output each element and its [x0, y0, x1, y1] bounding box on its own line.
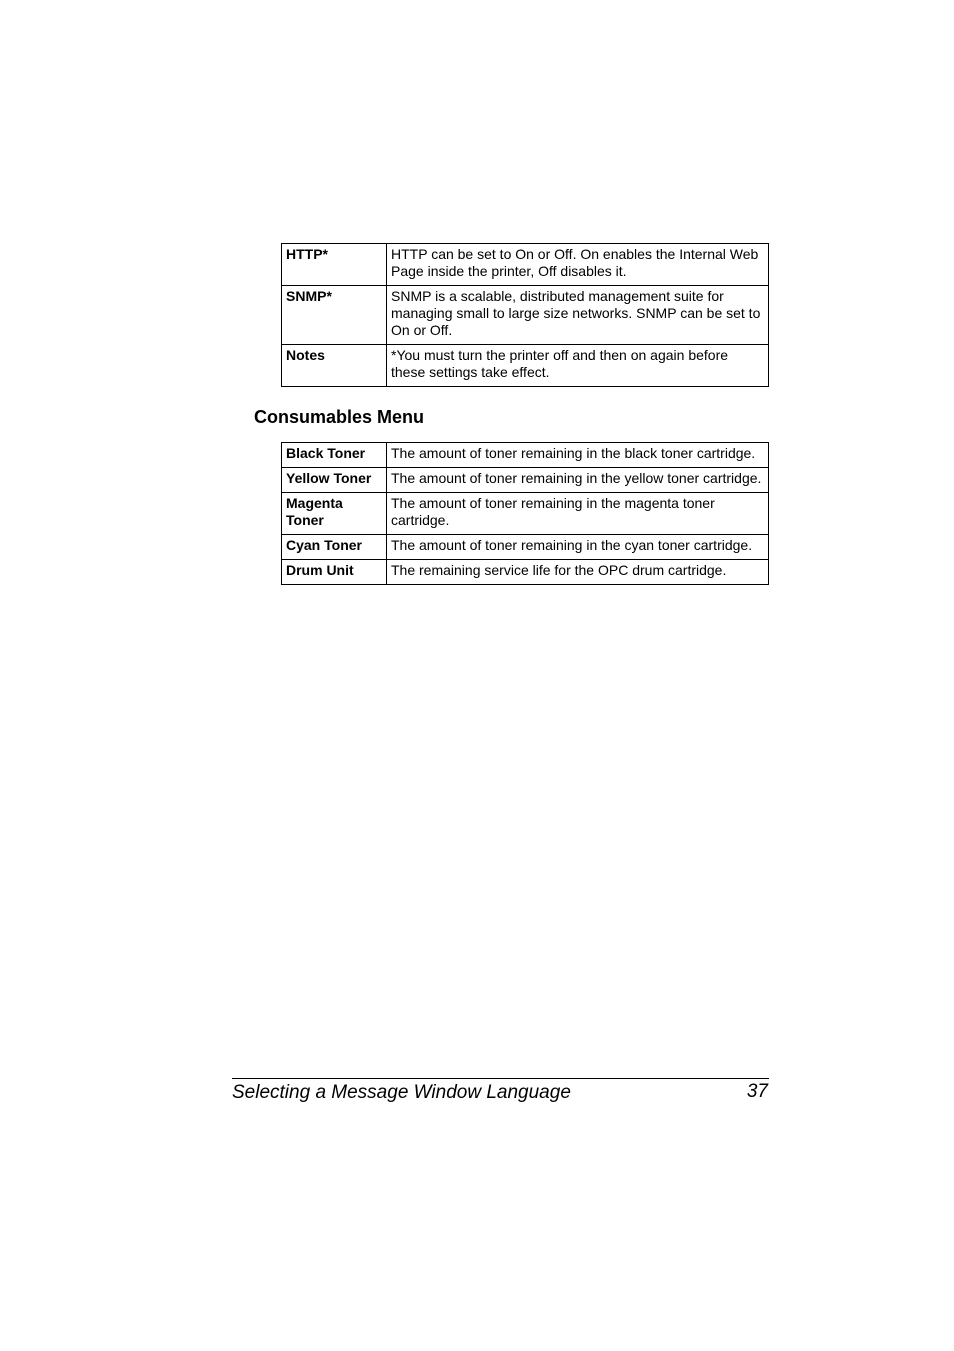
footer-chapter-title: Selecting a Message Window Language	[232, 1082, 571, 1103]
setting-label-snmp: SNMP*	[282, 286, 387, 345]
table-row	[282, 535, 769, 560]
item-description-cyan-toner: The amount of toner remaining in the cyan toner cartridge.	[387, 535, 769, 560]
table-row	[282, 286, 769, 345]
table-row	[282, 560, 769, 585]
item-description-magenta-toner: The amount of toner remaining in the magenta toner cartridge.	[387, 493, 769, 535]
footer-divider	[232, 1078, 769, 1079]
item-label-black-toner: Black Toner	[282, 443, 387, 468]
table-row	[282, 493, 769, 535]
item-description-drum-unit: The remaining service life for the OPC drum cartridge.	[387, 560, 769, 585]
section-heading-consumables: Consumables Menu	[254, 407, 425, 427]
setting-description-snmp: SNMP is a scalable, distributed management suite for managing small to large size networks. SNMP can be set to On or Off.	[387, 286, 769, 345]
item-label-magenta-toner: Magenta Toner	[282, 493, 387, 535]
network-settings-table	[281, 243, 769, 387]
setting-description-http: HTTP can be set to On or Off. On enables the Internal Web Page inside the printer, Off disables it.	[387, 244, 769, 286]
setting-label-http: HTTP*	[282, 244, 387, 286]
table-row	[282, 345, 769, 387]
table-row	[282, 443, 769, 468]
item-label-drum-unit: Drum Unit	[282, 560, 387, 585]
footer-page-number: 37	[746, 1081, 768, 1102]
table-row	[282, 244, 769, 286]
table-row	[282, 468, 769, 493]
item-description-yellow-toner: The amount of toner remaining in the yellow toner cartridge.	[387, 468, 769, 493]
setting-label-notes: Notes	[282, 345, 387, 387]
item-label-cyan-toner: Cyan Toner	[282, 535, 387, 560]
item-description-black-toner: The amount of toner remaining in the black toner cartridge.	[387, 443, 769, 468]
consumables-menu-table	[281, 442, 769, 585]
setting-description-notes: *You must turn the printer off and then on again before these settings take effect.	[387, 345, 769, 387]
item-label-yellow-toner: Yellow Toner	[282, 468, 387, 493]
